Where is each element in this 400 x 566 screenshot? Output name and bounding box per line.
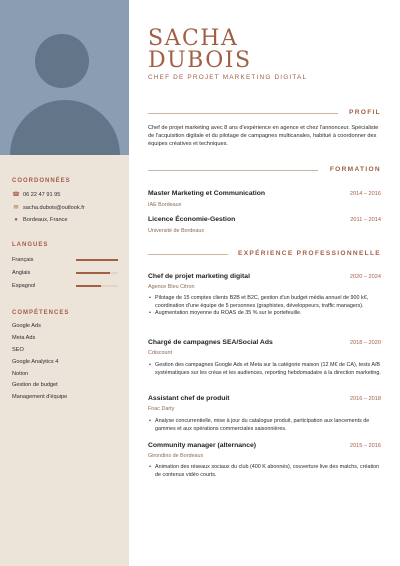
experience-bullets xyxy=(148,295,384,318)
experience-company: Fnac Darty xyxy=(148,406,175,412)
skills-title: COMPÉTENCES xyxy=(12,310,70,316)
location-text: Bordeaux, France xyxy=(23,217,68,223)
experience-bullets xyxy=(148,418,384,433)
language-name: Espagnol xyxy=(12,283,36,289)
experience-role: Chargé de campagnes SEA/Social Ads xyxy=(148,339,273,346)
language-level-bar xyxy=(76,272,118,274)
experience-company: Cdiscount xyxy=(148,350,172,356)
list-item: • Pilotage de 15 comptes clients B2B et B2C, gestion d'un budget média annuel de 900 k€, coordination d'une équipe de 5 personnes (graphistes, développeurs, traffic managers). xyxy=(148,295,384,310)
skill-item: Gestion de budget xyxy=(12,382,58,388)
list-item: • Gestion des campagnes Google Ads et Meta sur la catégorie maison (12 M€ de CA), tests A/B systématiques sur les créas et les audiences, reporting hebdomadaire à la direction marketing. xyxy=(148,362,384,377)
skill-item: Management d'équipe xyxy=(12,394,68,400)
avatar-body xyxy=(10,100,120,155)
experience-dates: 2020 – 2024 xyxy=(349,274,381,280)
language-level-fill xyxy=(76,259,118,261)
list-item: • Augmentation moyenne du ROAS de 35 % sur le portefeuille. xyxy=(148,310,384,318)
experience-bullets xyxy=(148,464,384,479)
section-title: EXPÉRIENCE PROFESSIONNELLE xyxy=(234,250,381,257)
experience-company: Girondins de Bordeaux xyxy=(148,453,204,459)
skill-item: Google Ads xyxy=(12,323,41,329)
location-icon: ● xyxy=(14,217,18,223)
education-dates: 2014 – 2016 xyxy=(349,191,381,197)
language-level-bar xyxy=(76,285,118,287)
skill-item: SEO xyxy=(12,347,24,353)
experience-dates: 2018 – 2020 xyxy=(349,340,381,346)
profile-text: Chef de projet marketing avec 8 ans d'expérience en agence et chez l'annonceur. Spécialiste de l'acquisition digitale et du pilotage de campagnes multicanales, habitué à coordonner des équipes créatives et techniques. xyxy=(148,125,379,147)
skill-item: Google Analytics 4 xyxy=(12,359,59,365)
education-degree: Master Marketing et Communication xyxy=(148,190,266,197)
experience-role: Chef de projet marketing digital xyxy=(148,273,250,280)
profile-photo xyxy=(0,0,129,155)
languages-title: LANGUES xyxy=(12,242,49,248)
experience-role: Assistant chef de produit xyxy=(148,395,230,402)
section-divider xyxy=(148,254,228,255)
section-header-experience xyxy=(148,250,381,258)
section-divider xyxy=(148,170,318,171)
section-title: FORMATION xyxy=(326,166,381,173)
language-row xyxy=(12,257,118,265)
contact-location xyxy=(12,217,67,223)
experience-company: Agence Bleu Citron xyxy=(148,284,195,290)
last-name: DUBOIS xyxy=(148,48,252,73)
skill-item: Notion xyxy=(12,371,29,377)
section-title: PROFIL xyxy=(345,109,381,116)
contact-title: COORDONNÉES xyxy=(12,178,71,184)
phone-text: 06 22 47 91 95 xyxy=(23,191,61,198)
skill-item: Meta Ads xyxy=(12,335,36,341)
language-name: Anglais xyxy=(12,270,31,276)
list-item: • Animation des réseaux sociaux du club (400 K abonnés), couverture live des matchs, création de contenus vidéo courts. xyxy=(148,464,384,479)
language-level-bar xyxy=(76,259,118,261)
experience-role: Community manager (alternance) xyxy=(148,442,257,449)
language-name: Français xyxy=(12,257,34,263)
contact-email xyxy=(12,204,85,211)
education-school: Université de Bordeaux xyxy=(148,228,205,234)
language-level-fill xyxy=(76,272,110,274)
education-degree: Licence Économie-Gestion xyxy=(148,216,236,223)
first-name: SACHA xyxy=(148,26,239,51)
language-row xyxy=(12,270,118,278)
list-item: • Analyse concurrentielle, mise à jour du catalogue produit, participation aux lancements de gammes et aux opérations commerciales saisonnières. xyxy=(148,418,384,433)
phone-icon: ☎ xyxy=(12,192,20,198)
section-header-education xyxy=(148,166,381,174)
experience-bullets xyxy=(148,362,384,377)
language-level-fill xyxy=(76,285,101,287)
avatar-head xyxy=(35,34,89,88)
email-text: sacha.dubois@outlook.fr xyxy=(23,204,85,211)
experience-dates: 2015 – 2016 xyxy=(349,443,381,449)
experience-dates: 2016 – 2018 xyxy=(349,396,381,402)
section-divider xyxy=(148,113,338,114)
sidebar xyxy=(0,0,129,566)
section-header-profile xyxy=(148,109,381,117)
language-row xyxy=(12,283,118,291)
contact-phone xyxy=(12,191,60,198)
education-school: IAE Bordeaux xyxy=(148,202,182,208)
education-dates: 2011 – 2014 xyxy=(350,217,381,223)
email-icon: ✉ xyxy=(13,205,19,211)
job-title: CHEF DE PROJET MARKETING DIGITAL xyxy=(148,74,308,81)
